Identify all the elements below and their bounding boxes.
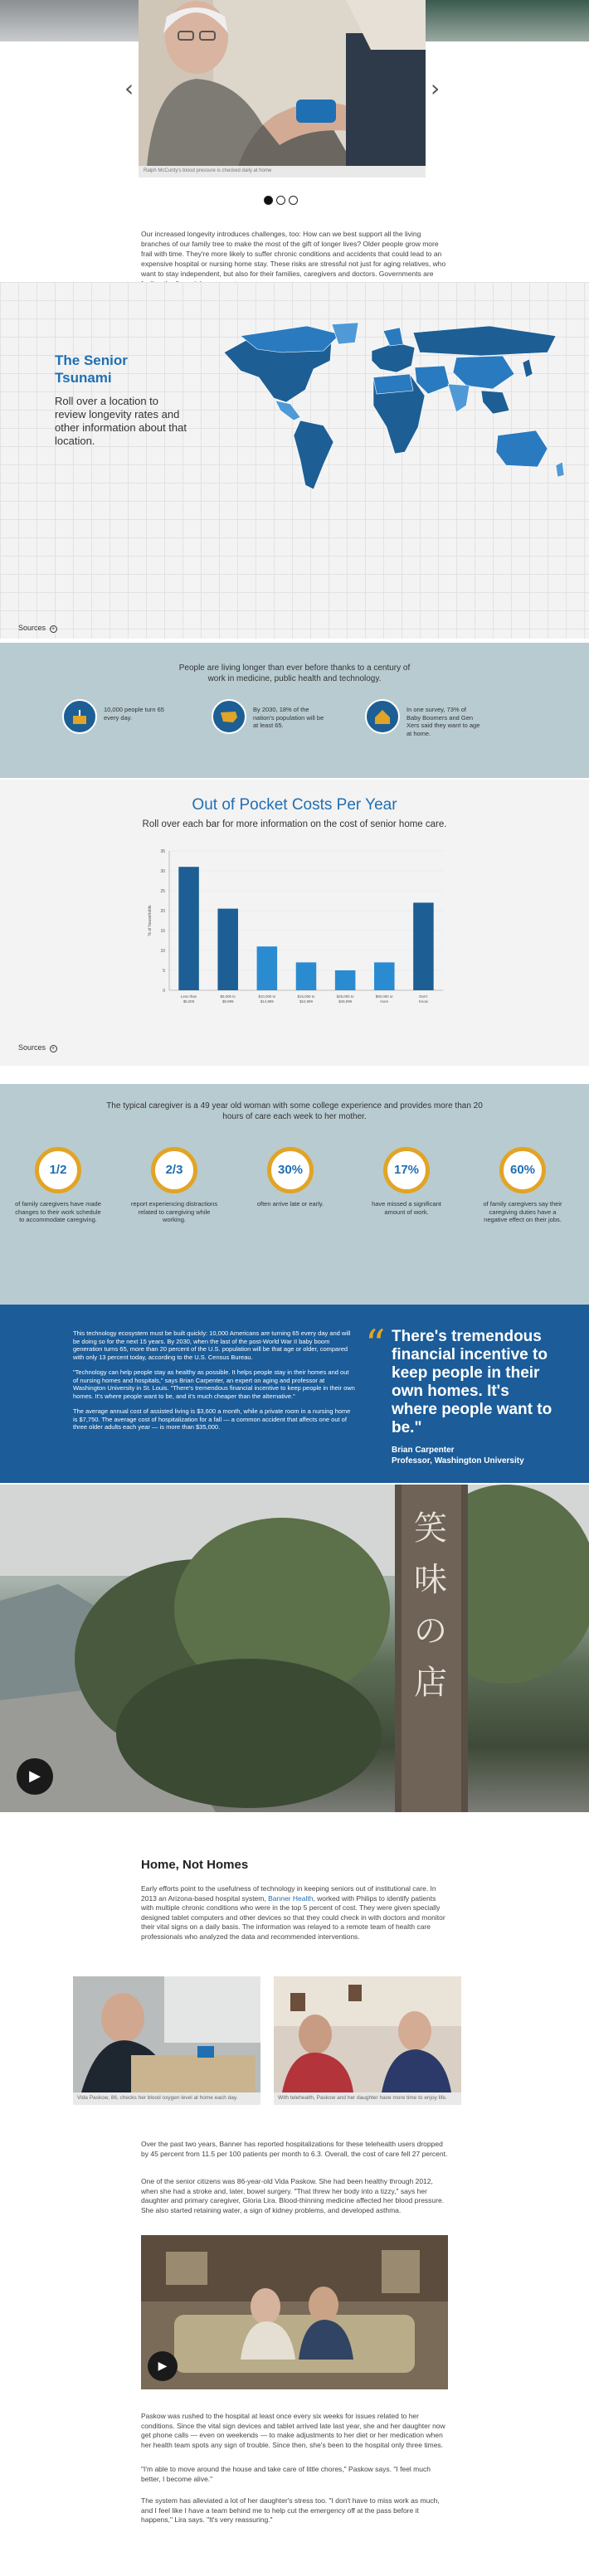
quote-author: Brian Carpenter [392, 1446, 455, 1455]
paragraph-text: , worked with Philips to identify patients with multiple chronic conditions who were in the top 5 percent of cost. They were given specially designed tablet computers and other devices so that they could check in with doctors and monitor their vital signs on a daily basis. The information was relayed to a remote team of health care professionals who analyzed the data and recommended interventions. [141, 1893, 445, 1941]
play-button[interactable]: ▶ [148, 2351, 178, 2381]
body-paragraph: Paskow was rushed to the hospital at least once every six weeks for issues related to her conditions. Since the vital sign devices and tablet arrived late last year, she and her daughter now get phone calls — even on weekends — to make adjustments to her diet or her medication when her health team spots any sign of trouble. Since then, she's been to the hospital only three times. [141, 2412, 445, 2449]
house-icon [365, 699, 400, 734]
chart-title: Out of Pocket Costs Per Year [192, 796, 397, 814]
body-paragraph: One of the senior citizens was 86-year-old Vida Paskow. She had been healthy through 2012, when she had a stroke and, later, bowel surgery. "That threw her body into a tizzy," says her daughter and primary caregiver, Gloria Lira. Blood-thinning medicine affected her blood pressure. She also started retaining water, a sign of kidney problems, and developed asthma. [141, 2177, 445, 2214]
body-paragraph [141, 1884, 450, 1942]
chart-bar[interactable] [296, 962, 317, 990]
stats-heading: People are living longer than ever before thanks to a century of work in medicine, public health and technology. [178, 663, 411, 683]
caregiver-stat [12, 1147, 104, 1224]
sources-label: Sources [18, 624, 46, 632]
stat-ring: 30% [267, 1147, 314, 1193]
paragraph-text: Early efforts point to the usefulness of technology in keeping seniors out of institutional care. In 2013 an Arizona-based hospital system, [141, 1884, 436, 1903]
map-region-australia [496, 430, 548, 467]
map-region-new-zealand [556, 462, 564, 477]
carousel-pagination [264, 194, 301, 209]
y-axis-label: % of households [148, 905, 153, 936]
y-tick-label: 5 [163, 969, 165, 974]
body-paragraph: "Technology can help people stay as healthy as possible. It helps people stay in their homes and out of nursing homes and hospitals," says Brian Carpenter, an expert on aging and professor at Washington University in St. Louis. "There's tremendous financial incentive to keep people in their own homes. It's where people want to be, and it's much cheaper than the alternative." [73, 1368, 355, 1400]
stat-ring: 1/2 [35, 1147, 81, 1193]
chart-bar[interactable] [178, 867, 199, 990]
sources-label: Sources [18, 1043, 46, 1052]
pull-quote-band [0, 1305, 589, 1483]
y-tick-label: 15 [160, 929, 165, 934]
stat-text: report experiencing distractions related to caregiving while working. [130, 1200, 218, 1223]
chart-bar[interactable] [335, 970, 356, 990]
chart-bar[interactable] [374, 962, 395, 990]
map-region-north-africa [373, 374, 413, 394]
map-region-japan [523, 359, 533, 377]
stat-text: of family caregivers have made changes to their work schedule to accommodate caregiving. [15, 1200, 101, 1223]
x-tick-label: more [380, 999, 389, 1004]
caregiver-stat [361, 1147, 452, 1216]
paskow-video[interactable] [141, 2235, 448, 2389]
y-tick-label: 30 [160, 869, 165, 874]
y-tick-label: 0 [163, 989, 165, 994]
y-tick-label: 10 [160, 949, 165, 954]
map-region-central-america [275, 401, 300, 420]
chart-subtitle: Roll over each bar for more information on the cost of senior home care. [142, 819, 447, 829]
carousel-dot[interactable] [289, 196, 298, 205]
x-tick-label: $15,000 to [297, 994, 315, 999]
birthday-cake-icon [62, 699, 97, 734]
street-photo [0, 1485, 589, 1812]
banner-health-link[interactable]: Banner Health [268, 1893, 314, 1903]
street-video[interactable] [0, 1485, 589, 1812]
photo-carousel [0, 0, 589, 191]
senior-tsunami-section [0, 282, 589, 639]
x-tick-label: $50,000 or [375, 994, 393, 999]
body-paragraph: The system has alleviated a lot of her daughter's stress too. "I don't have to miss work as much, and I feel like I have a team behind me to help cut the emergency off at the pass before it happens," Lira says. "It's very reassuring." [141, 2496, 440, 2524]
map-region-china [453, 356, 514, 389]
chart-bar[interactable] [413, 902, 434, 990]
tsunami-title-line: The Senior [55, 352, 128, 368]
quote-mark-icon: “ [365, 1321, 386, 1368]
x-tick-label: Know [418, 999, 428, 1004]
stat-ring: 2/3 [151, 1147, 197, 1193]
y-tick-label: 25 [160, 889, 165, 894]
x-tick-label: $49,999 [338, 999, 353, 1004]
intro-paragraph: Our increased longevity introduces challenges, too: How can we best support all the living branches of our family tree to make the most of the gift of longer lives? Older people grow more frail with time. They're more likely to suffer chronic conditions and accidents that could lead to an expensive hospital or nursing home stay. These risks are stressful not just for aging relatives, who want to stay independent, but also for their families, caregivers and doctors. Governments are [141, 230, 446, 278]
plus-icon: + [50, 1045, 57, 1052]
carousel-next-arrow[interactable]: › [431, 75, 441, 102]
longevity-stats-band [0, 643, 589, 778]
body-paragraph: This technology ecosystem must be built quickly: 10,000 Americans are turning 65 every day and will be doing so for the next 15 years. By 2030, when the last of the post-World War II baby boom generation turns 65, more than 20 percent of the U.S. population will be that age or older, compared with only 13 percent today, according to the U.S. Census Bureau. [73, 1329, 351, 1361]
photo-caption: Vida Paskow, 86, checks her blood oxygen level at home each day. [73, 2092, 260, 2105]
quote-author-role: Professor, Washington University [392, 1456, 524, 1465]
caregiver-stat [245, 1147, 336, 1208]
x-tick-label: $10,000 to [258, 994, 276, 999]
x-tick-label: $5,000 [183, 999, 195, 1004]
map-region-europe [372, 343, 415, 372]
usa-map-icon [212, 699, 246, 734]
carousel-photo [139, 0, 426, 166]
map-region-india [448, 384, 470, 412]
quote-band-body [73, 1329, 355, 1439]
map-region-scandinavia [383, 328, 403, 346]
section-heading: Home, Not Homes [141, 1858, 249, 1872]
x-tick-label: $24,999 [299, 999, 313, 1004]
map-region-russia [413, 326, 556, 356]
chart-sources-toggle[interactable] [18, 1043, 57, 1052]
tsunami-sources-toggle[interactable] [18, 624, 57, 633]
stat-text: 10,000 people turn 65 every day. [104, 706, 164, 722]
body-paragraph: "I'm able to move around the house and take care of little chores," Paskow says. "I feel much better, I become alive." [141, 2465, 431, 2483]
shop-sign-text: 笑味の店 [414, 1509, 447, 1702]
photo-caption: Ralph McCurdy's blood pressure is checked daily at home [139, 166, 426, 177]
world-map[interactable] [207, 319, 572, 498]
body-paragraph: Over the past two years, Banner has reported hospitalizations for these telehealth users dropped by 45 percent from 11.5 per 100 patients per month to 6.3. Overall, the cost of care fell 27 percent. [141, 2140, 448, 2158]
stat-text: of family caregivers say their caregiving duties have a negative effect on their jobs. [483, 1200, 562, 1223]
x-tick-label: $25,000 to [336, 994, 354, 999]
carousel-prev-arrow[interactable]: ‹ [124, 75, 134, 102]
caregiver-stat [477, 1147, 568, 1224]
x-tick-label: $5,000 to [220, 994, 236, 999]
body-paragraph: The average annual cost of assisted living is $3,600 a month, while a private room in a nursing home is $7,750. The average cost of hospitalization for a fall — a common accident that affects one out of three older adults each year — is more than $35,000. [73, 1407, 351, 1431]
stat-text: often arrive late or early. [256, 1200, 324, 1208]
pull-quote: There's tremendous financial incentive to keep people in their own homes. It's where people want to be." [392, 1328, 552, 1436]
carousel-dot[interactable] [276, 196, 285, 205]
x-tick-label: Don't [419, 994, 428, 999]
stat-text: have missed a significant amount of work. [372, 1200, 441, 1216]
x-tick-label: $14,999 [260, 999, 274, 1004]
x-tick-label: Less than [181, 994, 197, 999]
out-of-pocket-chart-section [0, 780, 589, 1066]
map-region-southeast-asia [481, 391, 509, 414]
carousel-backdrop [0, 0, 139, 41]
map-region-greenland [332, 323, 358, 344]
tsunami-title [55, 352, 128, 386]
paskow-oxygen-photo [73, 1976, 260, 2092]
stat-text: In one survey, 73% of Baby Boomers and Gen Xers said they want to age at home. [406, 706, 480, 737]
play-button[interactable]: ▶ [17, 1758, 53, 1795]
x-tick-label: $9,999 [221, 999, 234, 1004]
caregiver-stat [129, 1147, 220, 1224]
paskow-daughter-photo [274, 1976, 461, 2092]
photo-caption: With telehealth, Paskow and her daughter have more time to enjoy life. [274, 2092, 461, 2105]
chart-bar[interactable] [217, 909, 238, 990]
map-region-south-america [294, 420, 333, 489]
stat-text: By 2030, 18% of the nation's population will be at least 65. [253, 706, 324, 729]
y-tick-label: 20 [160, 909, 165, 914]
stat-ring: 60% [499, 1147, 546, 1193]
stat-ring: 17% [383, 1147, 430, 1193]
living-room-photo [141, 2235, 448, 2389]
elderly-man-photo [139, 0, 426, 166]
y-tick-label: 35 [160, 849, 165, 854]
chart-bar[interactable] [257, 946, 278, 990]
carousel-dot[interactable] [264, 196, 273, 205]
caregiver-stats-band [0, 1084, 589, 1305]
carousel-backdrop [426, 0, 589, 41]
tsunami-subtitle: Roll over a location to review longevity rates and other information about that location. [55, 395, 187, 447]
cost-bar-chart [141, 846, 448, 1012]
caregiver-heading: The typical caregiver is a 49 year old woman with some college experience and provides more than 20 hours of care each week to her mother. [106, 1101, 483, 1121]
plus-icon: + [50, 625, 57, 633]
tsunami-title-line: Tsunami [55, 370, 112, 386]
